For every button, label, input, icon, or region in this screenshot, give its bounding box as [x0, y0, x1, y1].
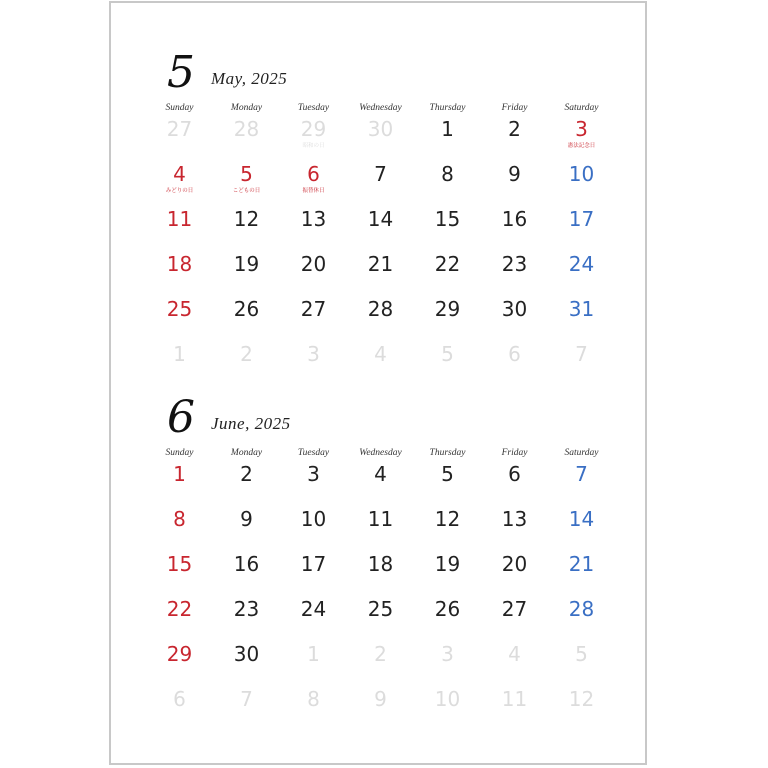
day-cell: [213, 462, 280, 507]
day-number: 1: [173, 462, 186, 486]
day-number: 2: [240, 342, 253, 366]
weekday-label-monday: Monday: [230, 103, 263, 113]
day-number: 26: [233, 297, 260, 321]
day-cell: [481, 687, 548, 732]
weekday-label-sunday: Sunday: [165, 448, 194, 458]
day-cell: [213, 507, 280, 552]
day-number: 9: [240, 507, 253, 531]
day-cell: [347, 507, 414, 552]
day-cell: [548, 687, 615, 732]
day-number: 20: [501, 552, 528, 576]
day-cell: [414, 297, 481, 342]
weekday-label-sunday: Sunday: [165, 103, 194, 113]
day-number: 4: [374, 342, 387, 366]
day-number: 20: [300, 252, 327, 276]
day-number: 8: [173, 507, 186, 531]
day-number: 6: [508, 342, 521, 366]
day-number: 11: [166, 207, 193, 231]
day-cell: [414, 252, 481, 297]
day-number: 10: [434, 687, 461, 711]
day-number: 31: [568, 297, 595, 321]
day-cell: [414, 462, 481, 507]
day-number: 1: [441, 117, 454, 141]
day-number: 16: [501, 207, 528, 231]
day-cell: [414, 117, 481, 162]
day-cell: [347, 552, 414, 597]
day-cell: [548, 297, 615, 342]
day-number: 22: [166, 597, 193, 621]
day-number: 21: [367, 252, 394, 276]
weekday-label-wednesday: Wednesday: [359, 103, 402, 113]
day-number: 12: [568, 687, 595, 711]
holiday-name: 昭和の日: [302, 143, 325, 149]
day-number: 14: [568, 507, 595, 531]
month-header: [111, 47, 645, 103]
day-number: 28: [367, 297, 394, 321]
day-number: 7: [240, 687, 253, 711]
day-number: 28: [568, 597, 595, 621]
day-number: 13: [300, 207, 327, 231]
day-cell: [414, 507, 481, 552]
day-cell: [548, 342, 615, 387]
day-number: 9: [374, 687, 387, 711]
day-number: 7: [374, 162, 387, 186]
day-cell: [280, 552, 347, 597]
calendar-page: [109, 1, 647, 765]
day-number: 11: [501, 687, 528, 711]
weekday-label-friday: Friday: [501, 448, 528, 458]
day-cell: [347, 117, 414, 162]
day-cell: [414, 552, 481, 597]
day-cell: [481, 117, 548, 162]
day-number: 17: [568, 207, 595, 231]
day-cell: [548, 162, 615, 207]
day-cell: [213, 252, 280, 297]
day-cell: [414, 162, 481, 207]
day-cell: [347, 642, 414, 687]
day-cell: [146, 642, 213, 687]
day-cell: [347, 462, 414, 507]
day-number: 4: [173, 162, 186, 186]
day-cell: [548, 552, 615, 597]
holiday-name: みどりの日: [165, 188, 194, 194]
day-number: 12: [233, 207, 260, 231]
day-number: 6: [173, 687, 186, 711]
weekday-label-tuesday: Tuesday: [297, 103, 330, 113]
day-number: 26: [434, 597, 461, 621]
day-cell: [548, 117, 615, 162]
day-cell: [481, 207, 548, 252]
day-number: 19: [233, 252, 260, 276]
day-cell: [280, 462, 347, 507]
day-cell: [280, 162, 347, 207]
month-number: 5: [167, 47, 195, 98]
day-cell: [213, 297, 280, 342]
month-block-june: [111, 392, 645, 711]
day-cell: [280, 297, 347, 342]
weekday-label-friday: Friday: [501, 103, 528, 113]
day-cell: [548, 507, 615, 552]
day-cell: [347, 687, 414, 732]
day-cell: [481, 342, 548, 387]
day-cell: [146, 162, 213, 207]
day-cell: [481, 162, 548, 207]
day-number: 28: [233, 117, 260, 141]
month-title: May, 2025: [211, 69, 288, 88]
day-number: 25: [367, 597, 394, 621]
day-cell: [280, 687, 347, 732]
weekday-label-tuesday: Tuesday: [297, 448, 330, 458]
day-number: 27: [501, 597, 528, 621]
day-number: 19: [434, 552, 461, 576]
day-cell: [280, 642, 347, 687]
day-cell: [481, 297, 548, 342]
day-number: 24: [300, 597, 327, 621]
day-number: 27: [166, 117, 193, 141]
day-cell: [146, 552, 213, 597]
day-number: 29: [300, 117, 327, 141]
day-cell: [481, 552, 548, 597]
day-number: 15: [434, 207, 461, 231]
day-cell: [280, 597, 347, 642]
day-number: 25: [166, 297, 193, 321]
holiday-name: 振替休日: [302, 188, 325, 194]
day-number: 5: [575, 642, 588, 666]
day-cell: [146, 597, 213, 642]
day-number: 8: [441, 162, 454, 186]
day-cell: [213, 207, 280, 252]
day-number: 2: [508, 117, 521, 141]
day-cell: [414, 597, 481, 642]
weekday-label-saturday: Saturday: [564, 103, 599, 113]
month-header: [111, 392, 645, 448]
day-cell: [481, 252, 548, 297]
day-cell: [347, 342, 414, 387]
day-cell: [347, 297, 414, 342]
day-number: 30: [501, 297, 528, 321]
day-cell: [280, 117, 347, 162]
day-number: 3: [307, 462, 320, 486]
day-number: 7: [575, 462, 588, 486]
day-cell: [280, 252, 347, 297]
day-cell: [347, 597, 414, 642]
day-cell: [213, 597, 280, 642]
day-cell: [146, 207, 213, 252]
day-number: 13: [501, 507, 528, 531]
day-number: 6: [307, 162, 320, 186]
weekday-header-row: [111, 448, 645, 462]
day-cell: [213, 162, 280, 207]
day-number: 16: [233, 552, 260, 576]
day-number: 29: [434, 297, 461, 321]
weekday-label-wednesday: Wednesday: [359, 448, 402, 458]
day-cell: [146, 687, 213, 732]
day-cell: [548, 642, 615, 687]
day-cell: [213, 552, 280, 597]
holiday-name: こどもの日: [232, 188, 261, 194]
day-cell: [481, 642, 548, 687]
day-number: 23: [233, 597, 260, 621]
day-cell: [146, 507, 213, 552]
day-number: 18: [367, 552, 394, 576]
day-number: 4: [508, 642, 521, 666]
day-number: 3: [575, 117, 588, 141]
day-cell: [548, 252, 615, 297]
day-cell: [213, 687, 280, 732]
day-cell: [347, 162, 414, 207]
day-cell: [146, 117, 213, 162]
day-number: 27: [300, 297, 327, 321]
day-cell: [280, 207, 347, 252]
day-cell: [414, 642, 481, 687]
day-number: 6: [508, 462, 521, 486]
day-number: 8: [307, 687, 320, 711]
day-number: 1: [173, 342, 186, 366]
day-number: 18: [166, 252, 193, 276]
day-number: 29: [166, 642, 193, 666]
day-cell: [481, 507, 548, 552]
day-cell: [548, 207, 615, 252]
day-cell: [146, 297, 213, 342]
day-cell: [347, 207, 414, 252]
day-cell: [548, 597, 615, 642]
day-cell: [548, 462, 615, 507]
day-cell: [213, 342, 280, 387]
day-cell: [146, 462, 213, 507]
day-number: 30: [233, 642, 260, 666]
day-cell: [481, 462, 548, 507]
day-number: 24: [568, 252, 595, 276]
day-number: 12: [434, 507, 461, 531]
day-cell: [414, 207, 481, 252]
day-number: 9: [508, 162, 521, 186]
day-number: 21: [568, 552, 595, 576]
day-cell: [280, 342, 347, 387]
day-cell: [280, 507, 347, 552]
day-number: 2: [374, 642, 387, 666]
weekday-label-thursday: Thursday: [429, 448, 466, 458]
day-cell: [481, 597, 548, 642]
day-number: 7: [575, 342, 588, 366]
day-number: 5: [240, 162, 253, 186]
month-block-may: [111, 47, 645, 366]
month-title: June, 2025: [211, 414, 291, 433]
day-number: 5: [441, 462, 454, 486]
day-number: 3: [307, 342, 320, 366]
day-number: 10: [568, 162, 595, 186]
day-number: 22: [434, 252, 461, 276]
day-cell: [414, 687, 481, 732]
day-number: 10: [300, 507, 327, 531]
month-number: 6: [167, 392, 195, 443]
day-number: 15: [166, 552, 193, 576]
day-number: 2: [240, 462, 253, 486]
day-cell: [146, 342, 213, 387]
day-cell: [213, 642, 280, 687]
day-cell: [347, 252, 414, 297]
day-number: 30: [367, 117, 394, 141]
day-number: 17: [300, 552, 327, 576]
day-number: 11: [367, 507, 394, 531]
weekday-label-monday: Monday: [230, 448, 263, 458]
weekday-label-saturday: Saturday: [564, 448, 599, 458]
day-number: 14: [367, 207, 394, 231]
day-number: 3: [441, 642, 454, 666]
day-cell: [213, 117, 280, 162]
day-number: 23: [501, 252, 528, 276]
weekday-header-row: [111, 103, 645, 117]
day-cell: [414, 342, 481, 387]
day-cell: [146, 252, 213, 297]
day-number: 4: [374, 462, 387, 486]
day-number: 1: [307, 642, 320, 666]
weekday-label-thursday: Thursday: [429, 103, 466, 113]
holiday-name: 憲法記念日: [567, 143, 596, 149]
day-number: 5: [441, 342, 454, 366]
